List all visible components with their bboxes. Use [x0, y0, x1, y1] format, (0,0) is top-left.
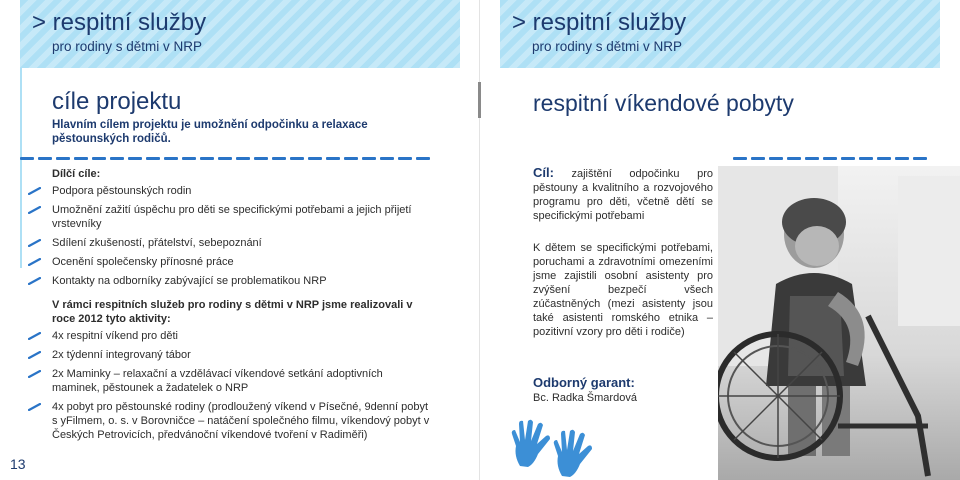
goal-text: zajištění odpočinku pro pěstouny a kvalitního a rozvojového programu pro děti, včetně dětí se specifickými potřebami	[533, 168, 713, 222]
dash-bullet-icon	[28, 206, 41, 214]
list-item-text: 4x respitní víkend pro děti	[52, 330, 178, 342]
project-lead-text: Hlavním cílem projektu je umožnění odpočinku a relaxace pěstounských rodičů.	[52, 119, 368, 145]
list-item-text: Sdílení zkušeností, přátelství, sebepoznání	[52, 237, 262, 249]
left-header-banner	[20, 0, 460, 68]
goal-paragraph	[533, 166, 713, 223]
list-item	[28, 329, 433, 343]
activities-heading: V rámci respitních služeb pro rodiny s dětmi v NRP jsme realizovali v roce 2012 tyto aktivity:	[52, 299, 413, 325]
dash-bullet-icon	[28, 258, 41, 266]
right-header-banner	[500, 0, 940, 68]
left-section-title: cíle projektu	[52, 88, 182, 115]
child-photo	[718, 166, 960, 480]
list-item	[28, 255, 433, 269]
dash-bullet-icon	[28, 403, 41, 411]
goal-label: Cíl:	[533, 165, 554, 180]
right-banner-subtitle: pro rodiny s dětmi v NRP	[532, 39, 683, 54]
list-item-text: 2x Maminky – relaxační a vzdělávací víkendové setkání adoptivních maminek, pěstounek a žadatelek o NRP	[52, 368, 383, 394]
list-item	[28, 367, 433, 395]
guarantor-label: Odborný garant:	[533, 375, 635, 390]
fold-mark	[478, 82, 481, 118]
sub-goals-heading: Dílčí cíle:	[52, 168, 101, 180]
right-section-title: respitní víkendové pobyty	[533, 90, 794, 116]
guarantor-name: Bc. Radka Šmardová	[533, 392, 637, 404]
list-item-text: Podpora pěstounských rodin	[52, 185, 192, 197]
list-item-text: 4x pobyt pro pěstounské rodiny (prodloužený víkend v Písečné, 9denní pobyt s yFilmem, o. s. v Borovničce – natáčení společného filmu, víkendový pobyt v Českých Petrovicích, předvánoční víkendové tvoření v Radiměři)	[52, 401, 430, 441]
dash-bullet-icon	[28, 277, 41, 285]
list-item	[28, 203, 433, 231]
list-item	[28, 348, 433, 362]
dash-bullet-icon	[28, 370, 41, 378]
right-dash-separator	[733, 157, 927, 161]
hand-print-icon	[552, 428, 598, 478]
assistants-paragraph: K dětem se specifickými potřebami, poruchami a zdravotními omezeními jsme zajistili osobní asistenty pro zvýšení bezpečí všech zúčastněných (mezi asistenty jsou také asistenti romského etnika – pozitivní vzory pro děti i rodiče)	[533, 242, 713, 338]
left-accent-line	[20, 68, 22, 268]
list-item-text: Ocenění společensky přínosné práce	[52, 256, 234, 268]
list-item	[28, 236, 433, 250]
list-item	[28, 400, 433, 442]
dash-bullet-icon	[28, 239, 41, 247]
list-item-text: Umožnění zažití úspěchu pro děti se specifickými potřebami a jejich přijetí vrstevníky	[52, 204, 412, 230]
left-banner-title: > respitní služby	[32, 9, 207, 36]
activities-list	[28, 298, 433, 447]
sub-goals-list	[28, 167, 433, 293]
list-item	[28, 274, 433, 288]
list-item-text: 2x týdenní integrovaný tábor	[52, 349, 191, 361]
dash-bullet-icon	[28, 332, 41, 340]
page-number: 13	[10, 456, 26, 472]
right-banner-title: > respitní služby	[512, 9, 687, 36]
page-fold	[479, 0, 480, 480]
left-dash-separator	[20, 157, 430, 161]
left-banner-subtitle: pro rodiny s dětmi v NRP	[52, 39, 203, 54]
dash-bullet-icon	[28, 351, 41, 359]
list-item	[28, 184, 433, 198]
hand-print-icon	[510, 418, 556, 468]
dash-bullet-icon	[28, 187, 41, 195]
list-item-text: Kontakty na odborníky zabývající se problematikou NRP	[52, 275, 327, 287]
